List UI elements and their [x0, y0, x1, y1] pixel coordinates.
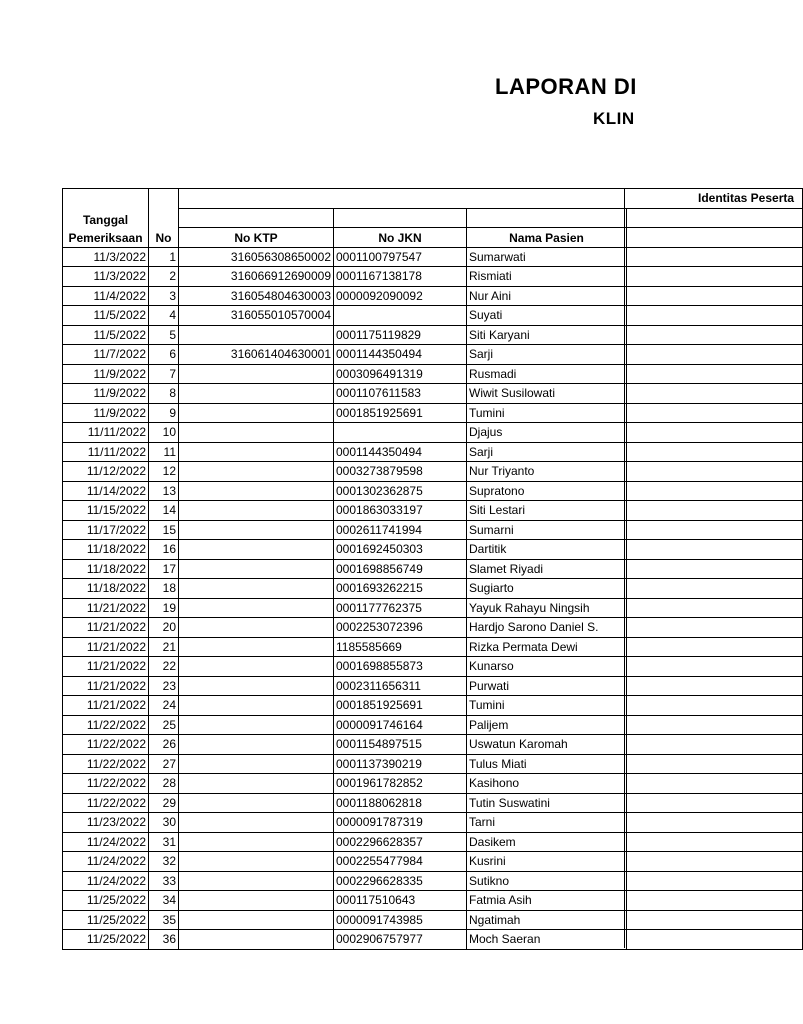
table-row	[63, 774, 803, 794]
table-row	[63, 910, 803, 930]
cell-jkn: 0002296628335	[334, 871, 467, 891]
cell-ktp	[179, 520, 334, 540]
cell-date: 11/22/2022	[63, 793, 149, 813]
table-row	[63, 832, 803, 852]
cell-no: 34	[149, 891, 179, 911]
cell-ktp	[179, 754, 334, 774]
cell-date: 11/5/2022	[63, 325, 149, 345]
cell-ktp	[179, 442, 334, 462]
cell-extra	[627, 637, 803, 657]
cell-jkn: 0001302362875	[334, 481, 467, 501]
cell-no: 27	[149, 754, 179, 774]
cell-ktp	[179, 637, 334, 657]
cell-ktp	[179, 501, 334, 521]
cell-extra	[627, 657, 803, 677]
cell-ktp	[179, 618, 334, 638]
cell-extra	[627, 403, 803, 423]
cell-date: 11/9/2022	[63, 403, 149, 423]
cell-extra	[627, 481, 803, 501]
cell-jkn: 000117510643	[334, 891, 467, 911]
cell-no: 19	[149, 598, 179, 618]
cell-extra	[627, 325, 803, 345]
cell-ktp	[179, 735, 334, 755]
cell-jkn: 0002255477984	[334, 852, 467, 872]
cell-no: 31	[149, 832, 179, 852]
table-row	[63, 657, 803, 677]
cell-jkn: 0001137390219	[334, 754, 467, 774]
table-row	[63, 559, 803, 579]
cell-extra	[627, 852, 803, 872]
cell-ktp	[179, 481, 334, 501]
cell-no: 6	[149, 345, 179, 365]
cell-jkn: 0003096491319	[334, 364, 467, 384]
cell-name: Ngatimah	[467, 910, 627, 930]
cell-extra	[627, 247, 803, 267]
cell-name: Djajus	[467, 423, 627, 443]
cell-no: 22	[149, 657, 179, 677]
cell-no: 17	[149, 559, 179, 579]
cell-date: 11/18/2022	[63, 579, 149, 599]
cell-name: Tutin Suswatini	[467, 793, 627, 813]
cell-jkn: 0001100797547	[334, 247, 467, 267]
cell-date: 11/22/2022	[63, 774, 149, 794]
cell-no: 21	[149, 637, 179, 657]
cell-extra	[627, 871, 803, 891]
cell-name: Fatmia Asih	[467, 891, 627, 911]
cell-jkn: 0001188062818	[334, 793, 467, 813]
column-header-name: Nama Pasien	[467, 228, 627, 248]
cell-jkn	[334, 423, 467, 443]
column-header-date	[63, 189, 149, 248]
cell-no: 5	[149, 325, 179, 345]
cell-date: 11/21/2022	[63, 657, 149, 677]
cell-jkn: 0001175119829	[334, 325, 467, 345]
cell-ktp	[179, 852, 334, 872]
cell-extra	[627, 559, 803, 579]
cell-jkn: 0001698855873	[334, 657, 467, 677]
cell-date: 11/11/2022	[63, 442, 149, 462]
cell-date: 11/17/2022	[63, 520, 149, 540]
cell-jkn: 0001144350494	[334, 345, 467, 365]
table-row	[63, 501, 803, 521]
cell-date: 11/21/2022	[63, 598, 149, 618]
cell-name: Suyati	[467, 306, 627, 326]
cell-jkn: 0002611741994	[334, 520, 467, 540]
cell-extra	[627, 618, 803, 638]
table-row	[63, 891, 803, 911]
cell-jkn: 0001144350494	[334, 442, 467, 462]
cell-jkn: 0000092090092	[334, 286, 467, 306]
header-spacer	[334, 208, 467, 228]
cell-extra	[627, 306, 803, 326]
cell-date: 11/15/2022	[63, 501, 149, 521]
cell-jkn: 0000091787319	[334, 813, 467, 833]
table-row	[63, 676, 803, 696]
cell-date: 11/7/2022	[63, 345, 149, 365]
cell-name: Kasihono	[467, 774, 627, 794]
cell-extra	[627, 696, 803, 716]
cell-no: 2	[149, 267, 179, 287]
cell-date: 11/23/2022	[63, 813, 149, 833]
cell-name: Sugiarto	[467, 579, 627, 599]
cell-no: 35	[149, 910, 179, 930]
cell-no: 23	[149, 676, 179, 696]
cell-ktp	[179, 325, 334, 345]
cell-jkn: 0001961782852	[334, 774, 467, 794]
cell-extra	[627, 715, 803, 735]
cell-no: 11	[149, 442, 179, 462]
cell-no: 26	[149, 735, 179, 755]
cell-name: Kusrini	[467, 852, 627, 872]
cell-jkn: 0001851925691	[334, 403, 467, 423]
cell-no: 20	[149, 618, 179, 638]
cell-ktp	[179, 832, 334, 852]
table-row	[63, 754, 803, 774]
cell-extra	[627, 540, 803, 560]
cell-ktp	[179, 715, 334, 735]
cell-ktp	[179, 423, 334, 443]
sheet-crop-edge	[624, 188, 625, 948]
cell-date: 11/4/2022	[63, 286, 149, 306]
table-row	[63, 735, 803, 755]
table-row	[63, 637, 803, 657]
cell-extra	[627, 520, 803, 540]
cell-extra	[627, 442, 803, 462]
cell-no: 7	[149, 364, 179, 384]
table-row	[63, 267, 803, 287]
table-row	[63, 247, 803, 267]
cell-date: 11/22/2022	[63, 715, 149, 735]
header-spacer	[467, 208, 627, 228]
cell-no: 1	[149, 247, 179, 267]
cell-name: Yayuk Rahayu Ningsih	[467, 598, 627, 618]
cell-no: 28	[149, 774, 179, 794]
header-spacer	[179, 208, 334, 228]
cell-ktp	[179, 598, 334, 618]
cell-no: 16	[149, 540, 179, 560]
table-row	[63, 286, 803, 306]
cell-extra	[627, 598, 803, 618]
cell-jkn: 0001177762375	[334, 598, 467, 618]
table-row	[63, 930, 803, 950]
cell-extra	[627, 345, 803, 365]
cell-name: Uswatun Karomah	[467, 735, 627, 755]
table-row	[63, 618, 803, 638]
cell-jkn: 0001167138178	[334, 267, 467, 287]
cell-ktp	[179, 871, 334, 891]
cell-ktp	[179, 910, 334, 930]
cell-jkn: 0001692450303	[334, 540, 467, 560]
cell-extra	[627, 676, 803, 696]
cell-extra	[627, 793, 803, 813]
cell-no: 36	[149, 930, 179, 950]
cell-jkn: 0002906757977	[334, 930, 467, 950]
cell-extra	[627, 891, 803, 911]
table-row	[63, 442, 803, 462]
cell-ktp: 316055010570004	[179, 306, 334, 326]
cell-no: 24	[149, 696, 179, 716]
table-row	[63, 852, 803, 872]
cell-name: Siti Lestari	[467, 501, 627, 521]
cell-ktp	[179, 579, 334, 599]
table-row	[63, 384, 803, 404]
cell-date: 11/22/2022	[63, 735, 149, 755]
cell-name: Tarni	[467, 813, 627, 833]
cell-date: 11/18/2022	[63, 559, 149, 579]
cell-no: 9	[149, 403, 179, 423]
cell-name: Tulus Miati	[467, 754, 627, 774]
table-row	[63, 715, 803, 735]
table-row	[63, 306, 803, 326]
cell-date: 11/12/2022	[63, 462, 149, 482]
patient-table	[62, 188, 803, 950]
cell-name: Siti Karyani	[467, 325, 627, 345]
cell-ktp	[179, 462, 334, 482]
cell-date: 11/11/2022	[63, 423, 149, 443]
cell-ktp	[179, 364, 334, 384]
cell-name: Sumarwati	[467, 247, 627, 267]
cell-no: 18	[149, 579, 179, 599]
table-row	[63, 793, 803, 813]
column-header-extra	[627, 228, 803, 248]
column-header-date-line1: Tanggal	[82, 212, 129, 227]
table-row	[63, 540, 803, 560]
cell-date: 11/24/2022	[63, 871, 149, 891]
cell-extra	[627, 813, 803, 833]
cell-date: 11/21/2022	[63, 676, 149, 696]
cell-name: Purwati	[467, 676, 627, 696]
cell-jkn: 0002311656311	[334, 676, 467, 696]
cell-ktp	[179, 384, 334, 404]
cell-extra	[627, 267, 803, 287]
cell-name: Moch Saeran	[467, 930, 627, 950]
cell-name: Sutikno	[467, 871, 627, 891]
cell-date: 11/5/2022	[63, 306, 149, 326]
cell-no: 14	[149, 501, 179, 521]
cell-ktp: 316061404630001	[179, 345, 334, 365]
table-row	[63, 325, 803, 345]
cell-extra	[627, 364, 803, 384]
cell-name: Rismiati	[467, 267, 627, 287]
cell-no: 32	[149, 852, 179, 872]
cell-no: 15	[149, 520, 179, 540]
cell-ktp: 316054804630003	[179, 286, 334, 306]
cell-date: 11/21/2022	[63, 618, 149, 638]
cell-date: 11/18/2022	[63, 540, 149, 560]
cell-name: Rusmadi	[467, 364, 627, 384]
cell-name: Dasikem	[467, 832, 627, 852]
cell-ktp	[179, 540, 334, 560]
cell-date: 11/9/2022	[63, 364, 149, 384]
cell-ktp	[179, 559, 334, 579]
cell-no: 25	[149, 715, 179, 735]
cell-date: 11/9/2022	[63, 384, 149, 404]
cell-name: Sarji	[467, 345, 627, 365]
table-row	[63, 813, 803, 833]
cell-ktp: 316056308650002	[179, 247, 334, 267]
cell-name: Slamet Riyadi	[467, 559, 627, 579]
report-subtitle: KLIN	[593, 109, 635, 128]
header-spacer	[627, 208, 803, 228]
cell-name: Kunarso	[467, 657, 627, 677]
column-header-date-line2: Pemeriksaan	[68, 230, 143, 245]
cell-date: 11/3/2022	[63, 267, 149, 287]
column-header-ktp: No KTP	[179, 228, 334, 248]
cell-jkn: 0001154897515	[334, 735, 467, 755]
table-row	[63, 481, 803, 501]
table-row	[63, 462, 803, 482]
cell-name: Sarji	[467, 442, 627, 462]
cell-no: 12	[149, 462, 179, 482]
cell-extra	[627, 579, 803, 599]
table-row	[63, 579, 803, 599]
cell-jkn: 0000091743985	[334, 910, 467, 930]
cell-ktp	[179, 696, 334, 716]
cell-no: 4	[149, 306, 179, 326]
cell-jkn: 0002296628357	[334, 832, 467, 852]
cell-ktp	[179, 793, 334, 813]
cell-extra	[627, 286, 803, 306]
table-row	[63, 520, 803, 540]
cell-name: Sumarni	[467, 520, 627, 540]
column-header-jkn: No JKN	[334, 228, 467, 248]
cell-name: Supratono	[467, 481, 627, 501]
cell-name: Wiwit Susilowati	[467, 384, 627, 404]
cell-name: Palijem	[467, 715, 627, 735]
cell-jkn: 0000091746164	[334, 715, 467, 735]
cell-date: 11/22/2022	[63, 754, 149, 774]
cell-extra	[627, 501, 803, 521]
table-row	[63, 403, 803, 423]
cell-name: Nur Triyanto	[467, 462, 627, 482]
group-header-identitas	[179, 189, 803, 209]
cell-date: 11/24/2022	[63, 832, 149, 852]
cell-jkn: 0001863033197	[334, 501, 467, 521]
cell-name: Dartitik	[467, 540, 627, 560]
cell-ktp	[179, 403, 334, 423]
cell-name: Rizka Permata Dewi	[467, 637, 627, 657]
cell-date: 11/21/2022	[63, 637, 149, 657]
cell-name: Hardjo Sarono Daniel S.	[467, 618, 627, 638]
cell-extra	[627, 774, 803, 794]
cell-jkn: 0002253072396	[334, 618, 467, 638]
cell-no: 13	[149, 481, 179, 501]
cell-ktp	[179, 657, 334, 677]
cell-jkn: 0001698856749	[334, 559, 467, 579]
cell-jkn: 0001693262215	[334, 579, 467, 599]
cell-extra	[627, 423, 803, 443]
cell-no: 30	[149, 813, 179, 833]
cell-date: 11/24/2022	[63, 852, 149, 872]
table-row	[63, 598, 803, 618]
group-header-label: Identitas Peserta	[698, 191, 795, 206]
report-title: LAPORAN DI	[495, 74, 637, 99]
cell-no: 3	[149, 286, 179, 306]
cell-jkn: 0003273879598	[334, 462, 467, 482]
cell-no: 29	[149, 793, 179, 813]
cell-no: 10	[149, 423, 179, 443]
cell-date: 11/25/2022	[63, 910, 149, 930]
cell-date: 11/3/2022	[63, 247, 149, 267]
table-row	[63, 345, 803, 365]
cell-ktp: 316066912690009	[179, 267, 334, 287]
cell-ktp	[179, 813, 334, 833]
cell-extra	[627, 754, 803, 774]
cell-extra	[627, 735, 803, 755]
cell-date: 11/25/2022	[63, 891, 149, 911]
cell-date: 11/25/2022	[63, 930, 149, 950]
cell-name: Nur Aini	[467, 286, 627, 306]
cell-extra	[627, 462, 803, 482]
cell-jkn: 0001851925691	[334, 696, 467, 716]
cell-no: 8	[149, 384, 179, 404]
cell-name: Tumini	[467, 403, 627, 423]
cell-ktp	[179, 930, 334, 950]
cell-extra	[627, 930, 803, 950]
cell-ktp	[179, 676, 334, 696]
cell-date: 11/14/2022	[63, 481, 149, 501]
cell-jkn: 0001107611583	[334, 384, 467, 404]
patient-table-container	[62, 188, 795, 948]
table-row	[63, 364, 803, 384]
cell-name: Tumini	[467, 696, 627, 716]
cell-ktp	[179, 774, 334, 794]
cell-jkn: 1185585669	[334, 637, 467, 657]
column-header-no: No	[149, 189, 179, 248]
table-row	[63, 696, 803, 716]
cell-extra	[627, 384, 803, 404]
cell-jkn	[334, 306, 467, 326]
cell-ktp	[179, 891, 334, 911]
cell-extra	[627, 832, 803, 852]
table-row	[63, 871, 803, 891]
table-row	[63, 423, 803, 443]
cell-date: 11/21/2022	[63, 696, 149, 716]
patient-rows	[63, 247, 803, 949]
cell-no: 33	[149, 871, 179, 891]
cell-extra	[627, 910, 803, 930]
